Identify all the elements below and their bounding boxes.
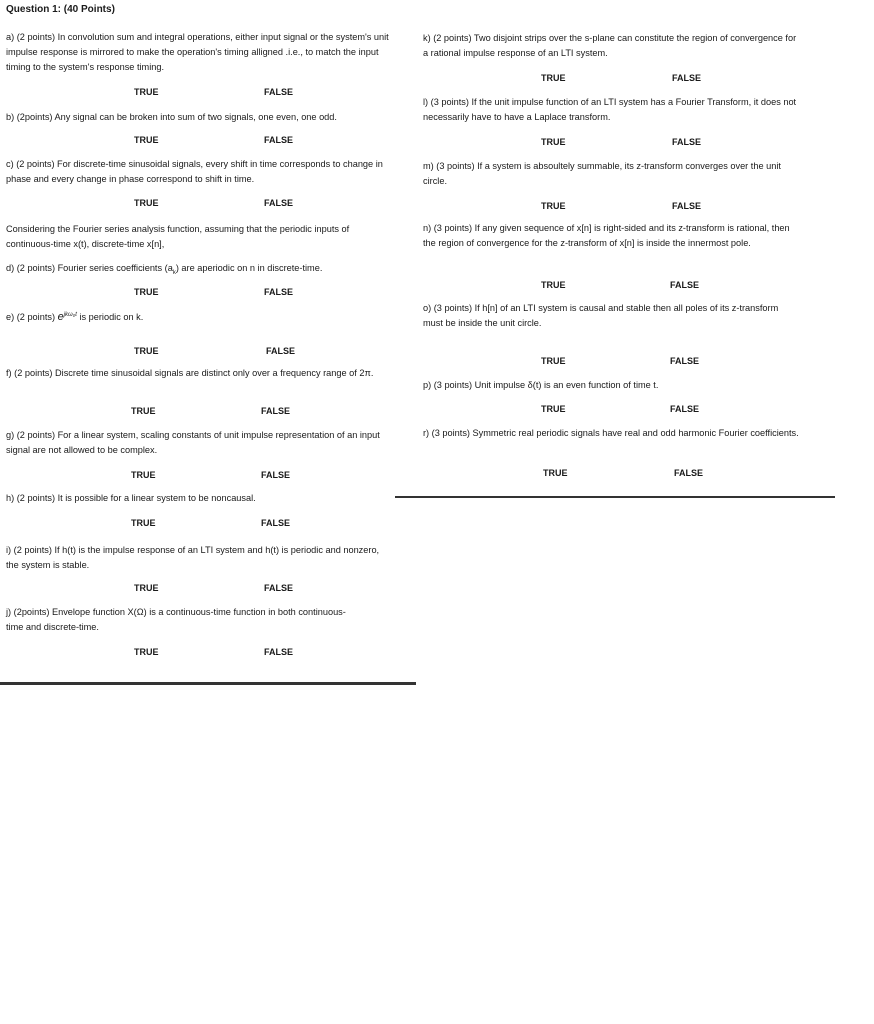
question-g-false-option[interactable]: FALSE [261, 470, 291, 480]
question-f-text: f) (2 points) Discrete time sinusoidal signals are distinct only over a frequency range of 2π. [6, 368, 374, 378]
question-r-text: r) (3 points) Symmetric real periodic signals have real and odd harmonic Fourier coefficients. [423, 428, 799, 438]
question-p-false-option[interactable]: FALSE [670, 404, 700, 414]
question-g-text: g) (2 points) For a linear system, scaling constants of unit impulse representation of an input signal are not allowed to be complex. [6, 430, 380, 455]
question-l-false-option[interactable]: FALSE [672, 137, 702, 147]
question-j-text: j) (2points) Envelope function X(Ω) is a continuous-time function in both continuous-time and discrete-time. [6, 607, 346, 632]
question-b-text: b) (2points) Any signal can be broken into sum of two signals, one even, one odd. [6, 112, 337, 122]
question-k-false-option[interactable]: FALSE [672, 73, 702, 83]
fourier-context-text: Considering the Fourier series analysis function, assuming that the periodic inputs of continuous-time x(t), discrete-time x[n], [6, 224, 350, 249]
question-j-false-option[interactable]: FALSE [264, 647, 294, 657]
question-k-text: k) (2 points) Two disjoint strips over the s-plane can constitute the region of convergence for a rational impulse response of an LTI system. [423, 33, 797, 58]
question-d-text-post: ) are aperiodic on n in discrete-time. [175, 263, 323, 273]
question-b-true-option[interactable]: TRUE [134, 135, 159, 145]
question-e-text [6, 308, 396, 325]
question-r-false-option[interactable]: FALSE [674, 468, 704, 478]
question-m-false-option[interactable]: FALSE [672, 201, 702, 211]
question-f-false-option[interactable]: FALSE [261, 406, 291, 416]
question-e-base: e [57, 311, 64, 324]
question-title: Question 1: (40 Points) [6, 4, 115, 15]
question-i-text: i) (2 points) If h(t) is the impulse response of an LTI system and h(t) is periodic and nonzero, the system is stable. [6, 545, 380, 570]
question-c-false-option[interactable]: FALSE [264, 198, 294, 208]
question-h-true-option[interactable]: TRUE [131, 518, 156, 528]
question-n-text: n) (3 points) If any given sequence of x[n] is right-sided and its z-transform is rational, then the region of convergence for the z-transform of x[n] is inside the innermost pole. [423, 223, 790, 248]
question-p-text: p) (3 points) Unit impulse δ(t) is an even function of time t. [423, 380, 659, 390]
question-a-text: a) (2 points) In convolution sum and integral operations, either input signal or the system's unit impulse response is mirrored to make the operation's timing alligned .i.e., to match the input timing to the system's response timing. [6, 32, 389, 72]
question-o-true-option[interactable]: TRUE [541, 356, 566, 366]
question-l-text: l) (3 points) If the unit impulse function of an LTI system has a Fourier Transform, it does not necessarily have to have a Laplace transform. [423, 97, 797, 122]
question-d-subscript: k [172, 269, 176, 276]
question-e-false-option[interactable]: FALSE [266, 346, 296, 356]
question-h-false-option[interactable]: FALSE [261, 518, 291, 528]
question-e-exponent: jkω₀t [63, 312, 77, 318]
question-e-prefix: e) (2 points) [6, 312, 58, 323]
question-o-false-option[interactable]: FALSE [670, 356, 700, 366]
question-e-suffix: is periodic on k. [76, 312, 144, 323]
right-column-divider [395, 496, 835, 498]
question-n-false-option[interactable]: FALSE [670, 280, 700, 290]
question-n-true-option[interactable]: TRUE [541, 280, 566, 290]
question-g-true-option[interactable]: TRUE [131, 470, 156, 480]
question-h-text: h) (2 points) It is possible for a linear system to be noncausal. [6, 493, 256, 503]
question-l-true-option[interactable]: TRUE [541, 137, 566, 147]
question-d-text-pre: d) (2 points) Fourier series coefficients (a [6, 263, 173, 273]
question-i-false-option[interactable]: FALSE [264, 583, 294, 593]
question-o-text: o) (3 points) If h[n] of an LTI system is causal and stable then all poles of its z-transform must be inside the unit circle. [423, 303, 779, 328]
question-r-true-option[interactable]: TRUE [543, 468, 568, 478]
question-c-text: c) (2 points) For discrete-time sinusoidal signals, every shift in time corresponds to change in phase and every change in phase correspond to shift in time. [6, 159, 383, 184]
question-d-text [6, 261, 396, 281]
left-column-divider [0, 682, 416, 685]
question-d-true-option[interactable]: TRUE [134, 287, 159, 297]
question-i-true-option[interactable]: TRUE [134, 583, 159, 593]
question-p-true-option[interactable]: TRUE [541, 404, 566, 414]
question-c-true-option[interactable]: TRUE [134, 198, 159, 208]
question-f-true-option[interactable]: TRUE [131, 406, 156, 416]
question-j-true-option[interactable]: TRUE [134, 647, 159, 657]
question-m-text: m) (3 points) If a system is absoultely summable, its z-transform converges over the unit circle. [423, 161, 781, 186]
question-d-false-option[interactable]: FALSE [264, 287, 294, 297]
question-e-true-option[interactable]: TRUE [134, 346, 159, 356]
question-m-true-option[interactable]: TRUE [541, 201, 566, 211]
question-k-true-option[interactable]: TRUE [541, 73, 566, 83]
question-a-false-option[interactable]: FALSE [264, 87, 294, 97]
question-b-false-option[interactable]: FALSE [264, 135, 294, 145]
question-a-true-option[interactable]: TRUE [134, 87, 159, 97]
